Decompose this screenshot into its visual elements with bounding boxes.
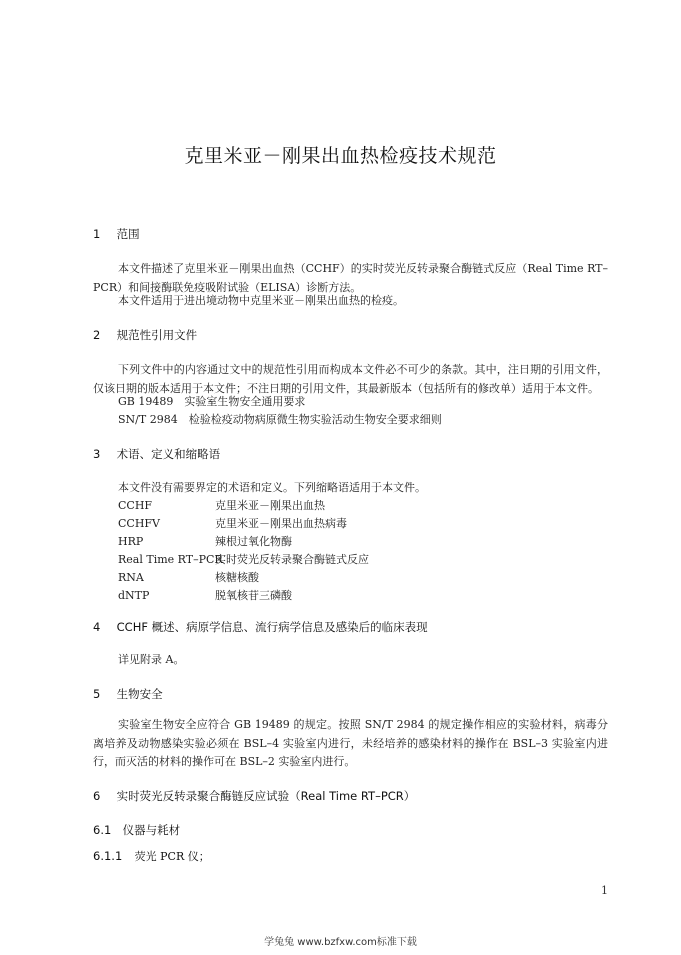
subsection-6-1-heading xyxy=(93,822,180,838)
section-number: 5 xyxy=(93,687,101,701)
section-title: 仪器与耗材 xyxy=(122,823,181,837)
section-title: CCHF 概述、病原学信息、流行病学信息及感染后的临床表现 xyxy=(116,620,428,634)
abbreviation-term: RNA xyxy=(118,571,144,584)
abbreviation-term: dNTP xyxy=(118,589,150,602)
section-number: 2 xyxy=(93,328,101,342)
section-title: 规范性引用文件 xyxy=(116,328,198,342)
page-number: 1 xyxy=(601,884,608,897)
subsection-6-1-1 xyxy=(93,848,210,864)
abbreviation-definition: 辣根过氧化物酶 xyxy=(215,535,292,548)
section-6-heading xyxy=(93,788,415,804)
abbreviation-term: CCHF xyxy=(118,499,153,512)
abbreviation-row xyxy=(118,587,292,606)
abbreviation-definition: 实时荧光反转录聚合酶链式反应 xyxy=(215,553,369,566)
footer-watermark-text: 学兔兔 www.bzfxw.com标准下载 xyxy=(264,937,417,948)
section-1-heading xyxy=(93,226,140,242)
section-title: 范围 xyxy=(116,227,140,241)
abbreviation-term: HRP xyxy=(118,535,144,548)
abbreviation-row xyxy=(118,533,292,552)
abbreviation-term: Real Time RT–PCR xyxy=(118,553,223,566)
reference-item: GB 19489 实验室生物安全通用要求 xyxy=(118,395,306,408)
section-title: 生物安全 xyxy=(116,687,163,701)
section-number: 6.1.1 xyxy=(93,849,123,863)
section-4-paragraph-1: 详见附录 A。 xyxy=(118,653,185,666)
abbreviation-row xyxy=(118,551,369,570)
document-title: 克里米亚－刚果出血热检疫技术规范 xyxy=(184,145,497,167)
section-3-heading xyxy=(93,446,220,462)
section-5-heading xyxy=(93,686,163,702)
section-number: 3 xyxy=(93,447,101,461)
abbreviation-row xyxy=(118,497,325,516)
section-4-heading xyxy=(93,619,428,635)
abbreviation-definition: 核糖核酸 xyxy=(215,571,259,584)
section-3-paragraph-1: 本文件没有需要界定的术语和定义。下列缩略语适用于本文件。 xyxy=(118,481,426,494)
section-title: 实时荧光反转录聚合酶链反应试验（Real Time RT–PCR） xyxy=(116,789,416,803)
abbreviation-definition: 克里米亚－刚果出血热 xyxy=(215,499,325,512)
section-number: 6.1 xyxy=(93,823,112,837)
abbreviation-definition: 克里米亚－刚果出血热病毒 xyxy=(215,517,347,530)
abbreviation-definition: 脱氧核苷三磷酸 xyxy=(215,589,292,602)
abbreviation-row xyxy=(118,569,259,588)
section-number: 4 xyxy=(93,620,101,634)
abbreviation-row xyxy=(118,515,347,534)
abbreviation-term: CCHFV xyxy=(118,517,161,530)
reference-item: SN/T 2984 检验检疫动物病原微生物实验活动生物安全要求细则 xyxy=(118,413,442,426)
section-2-heading xyxy=(93,327,197,343)
item-text: 荧光 PCR 仪； xyxy=(134,850,210,863)
section-2-paragraph-1: 下列文件中的内容通过文中的规范性引用而构成本文件必不可少的条款。其中，注日期的引用文件，仅该日期的版本适用于本文件；不注日期的引用文件，其最新版本（包括所有的修改单）适用于本文件。 xyxy=(93,363,608,395)
section-number: 6 xyxy=(93,789,101,803)
section-title: 术语、定义和缩略语 xyxy=(116,447,221,461)
section-1-paragraph-1: 本文件描述了克里米亚－刚果出血热（CCHF）的实时荧光反转录聚合酶链式反应（Real Time RT–PCR）和间接酶联免疫吸附试验（ELISA）诊断方法。 xyxy=(93,262,608,294)
section-5-paragraph-1: 实验室生物安全应符合 GB 19489 的规定。按照 SN/T 2984 的规定操作相应的实验材料，病毒分离培养及动物感染实验必须在 BSL–4 实验室内进行，未经培养的感染材料的操作在 BSL–3 实验室内进行，而灭活的材料的操作可在 BSL–2 实验室内进行。 xyxy=(93,718,608,768)
section-number: 1 xyxy=(93,227,101,241)
section-1-paragraph-2: 本文件适用于进出境动物中克里米亚－刚果出血热的检疫。 xyxy=(118,294,404,307)
